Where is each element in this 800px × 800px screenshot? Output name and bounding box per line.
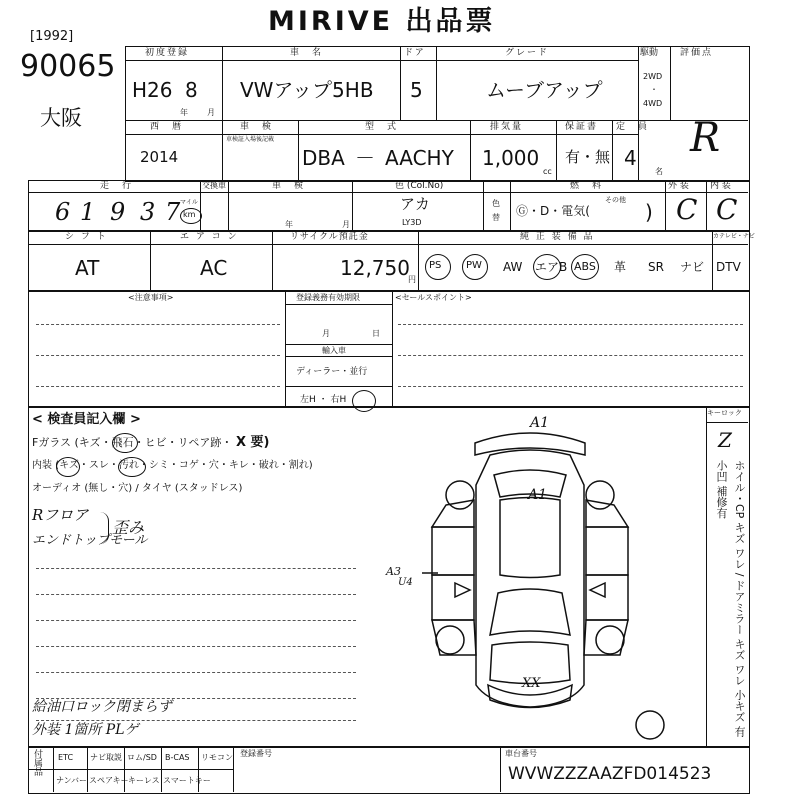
mileage-digit: 6	[55, 198, 71, 226]
label-aircon: エ ア コ ン	[180, 232, 239, 242]
line	[28, 769, 233, 770]
accessory-cell: キーレス	[128, 776, 160, 785]
equipment-item: 革	[614, 260, 627, 274]
accessory-cell: ETC	[58, 753, 74, 762]
label-mileage: 走 行	[100, 181, 134, 191]
inspection-note: 車検証入場後記載	[226, 136, 275, 143]
line	[670, 46, 671, 120]
location: 大阪	[40, 106, 82, 130]
label-inspection: 車 検	[240, 122, 274, 132]
label-vin: 車台番号	[505, 749, 537, 758]
equipment-item: エアB	[535, 260, 568, 274]
capacity-unit: 名	[655, 167, 663, 176]
label-warranty: 保証書	[565, 122, 599, 132]
dotted-line	[36, 568, 356, 569]
aircon-value: AC	[200, 256, 228, 280]
label-color: 色 (Col.No)	[395, 181, 444, 191]
equipment-item: SR	[648, 260, 664, 274]
label-reg-cert: 登録番号	[240, 749, 272, 758]
equipment-item: ナビ	[680, 260, 705, 274]
line	[470, 120, 471, 180]
line	[706, 422, 748, 423]
label-western-year: 西 暦	[150, 122, 184, 132]
label-capacity: 定 員	[616, 122, 650, 132]
key-lock-mark: Z	[718, 428, 732, 452]
line	[272, 230, 273, 290]
doors: 5	[410, 78, 423, 102]
inspect-year: 年	[285, 220, 293, 229]
dotted-line	[36, 698, 356, 699]
damage-mark-front: XX	[522, 676, 541, 691]
left-rear-door	[432, 527, 474, 575]
right-front-door	[586, 575, 628, 620]
line	[233, 746, 234, 792]
label-fuel: 燃 料	[570, 181, 604, 191]
mileage-digit: 3	[140, 198, 156, 226]
right-mirror	[590, 583, 605, 597]
color-code: LY3D	[402, 218, 422, 227]
equipment-item: DTV	[716, 260, 741, 274]
roof	[500, 498, 560, 578]
interior-grade: C	[716, 193, 738, 226]
front-left-wheel	[436, 626, 464, 654]
capacity-value: 4	[624, 146, 637, 170]
handwritten-note: 外装 1箇所 PLゲ	[32, 722, 139, 738]
audio-line: オーディオ (無し・穴) / タイヤ (スタッドレス)	[32, 483, 243, 494]
car-diagram	[370, 415, 670, 740]
line	[222, 46, 223, 180]
accessory-side-label: 付属品	[32, 749, 42, 776]
shift-value: AT	[75, 256, 100, 280]
dotted-line	[36, 646, 356, 647]
right-rear-quarter	[586, 500, 628, 527]
right-front-fender	[584, 620, 628, 655]
line	[87, 746, 88, 792]
label-displacement: 排気量	[490, 122, 524, 132]
interior-selected-circle	[56, 457, 80, 477]
dotted-line	[398, 355, 743, 356]
model-name: VWアップ5HB	[240, 78, 374, 102]
dotted-line	[36, 324, 280, 325]
line	[150, 230, 151, 290]
line	[285, 344, 392, 345]
steering: 左H ・ 右H	[300, 395, 347, 405]
damage-mark-side: A3	[386, 565, 401, 578]
equipment-item: PS	[429, 260, 442, 271]
line	[392, 290, 393, 406]
dotted-line	[36, 620, 356, 621]
fuel-close: )	[645, 200, 653, 224]
warranty-value: 有・無	[565, 148, 611, 166]
line	[638, 46, 639, 180]
label-reg-expiry: 登録義務有効期限	[296, 293, 360, 302]
handwritten-note: 給油口ロック閉まらず	[32, 699, 172, 715]
drive-4wd: 4WD	[643, 99, 663, 108]
line	[436, 46, 437, 120]
type-code: AACHY	[385, 146, 454, 170]
accessory-cell: B-CAS	[165, 753, 190, 762]
label-equipment: 純 正 装 備 品	[520, 232, 595, 242]
label-import: 輸入車	[322, 346, 346, 355]
left-front-fender	[432, 620, 476, 655]
line	[161, 746, 162, 792]
year-tag: [1992]	[30, 29, 74, 44]
dotted-line	[36, 720, 356, 721]
exterior-grade: C	[676, 193, 698, 226]
fuel-other: その他	[605, 196, 626, 204]
label-type: 型 式	[365, 122, 399, 132]
drive-dot: ・	[650, 85, 658, 94]
dotted-line	[36, 386, 280, 387]
left-front-door	[432, 575, 474, 620]
right-rear-door	[586, 527, 628, 575]
label-key-lock: キーロック	[707, 409, 742, 417]
mileage-digit: 1	[80, 198, 96, 226]
label-interior: 内 装	[710, 181, 731, 191]
dotted-line	[36, 594, 356, 595]
accessory-cell: ナンバー	[56, 776, 88, 785]
line	[285, 304, 392, 305]
drive-2wd: 2WD	[643, 72, 663, 81]
accessory-cell: ロム/SD	[127, 753, 157, 762]
first-reg-month: 8	[185, 78, 198, 102]
vertical-notes: ホイル・CP キズ ワレ / ドアミラー キズ ワレ 小キズ 有 小凹 補修有	[715, 460, 746, 737]
line	[706, 406, 707, 746]
label-caution: <注意事項>	[128, 293, 174, 302]
label-exterior: 外 装	[668, 181, 689, 191]
line	[228, 180, 229, 230]
damage-mark-hood: A1	[528, 487, 548, 503]
line	[285, 356, 392, 357]
line	[200, 180, 201, 230]
equipment-item: PW	[466, 260, 482, 271]
label-model: 車 名	[290, 48, 324, 58]
label-shift: シ フ ト	[65, 232, 108, 242]
line	[556, 120, 557, 180]
line	[28, 192, 748, 193]
cc-value: 1,000	[482, 146, 540, 170]
grade: ムーブアップ	[486, 78, 603, 102]
left-mirror	[455, 583, 470, 597]
rear-spoiler	[475, 433, 585, 455]
line	[298, 120, 299, 180]
label-inspect: 車 検	[272, 181, 306, 191]
damage-mark-roof: A1	[530, 415, 550, 431]
line	[665, 180, 666, 230]
recycle-fee: 12,750	[340, 256, 410, 280]
line	[125, 120, 748, 121]
mileage-digit: 9	[110, 198, 126, 226]
windshield	[490, 589, 570, 635]
form-title: MIRIVE 出品票	[268, 6, 496, 37]
line	[125, 60, 638, 61]
mileage-digit: 7	[165, 198, 181, 226]
line	[483, 180, 484, 230]
mileage-unit: km	[183, 210, 196, 219]
label-score: 評価点	[680, 48, 714, 58]
reg-month: 月	[322, 329, 330, 338]
unit-month: 月	[207, 108, 215, 117]
accessory-cell: リモコン	[201, 753, 233, 762]
damage-mark-side: U4	[398, 577, 413, 588]
cc-unit: cc	[543, 167, 552, 176]
glass-mark: X 要)	[236, 435, 270, 450]
line	[125, 134, 638, 135]
vin-value: WVWZZZAAZFD014523	[508, 764, 712, 784]
accessory-cell: スマートキー	[163, 776, 211, 785]
handwritten-note: Rフロア	[32, 506, 89, 524]
label-sales-point: <セールスポイント>	[395, 293, 472, 302]
recycle-unit: 円	[408, 275, 416, 284]
label-drive: 駆動	[640, 48, 659, 58]
accessory-cell: スペアキー	[89, 776, 129, 785]
line	[198, 746, 199, 792]
year-western: 2014	[140, 148, 179, 166]
dotted-line	[36, 355, 280, 356]
dotted-line	[398, 324, 743, 325]
line	[352, 180, 353, 230]
lot-number: 90065	[20, 49, 116, 84]
score-value: R	[690, 115, 721, 161]
glass-selected-circle	[112, 433, 138, 453]
note-bracket	[100, 512, 109, 544]
line	[418, 230, 419, 290]
first-reg-era-year: H26	[132, 78, 173, 102]
label-recycle: リサイクル預託金	[290, 232, 369, 242]
line	[285, 290, 286, 406]
import-dealer: ディーラー・並行	[296, 367, 368, 377]
mileage-digits	[55, 198, 185, 226]
label-door: ドア	[404, 48, 426, 58]
label-first-registration: 初度登録	[145, 48, 190, 58]
line	[510, 180, 511, 230]
interior-line: 内装 (キズ・スレ・汚れ・シミ・コゲ・穴・キレ・破れ・割れ)	[32, 460, 313, 471]
color-change-label: 替	[492, 213, 500, 222]
reg-day: 日	[372, 329, 380, 338]
line	[285, 386, 392, 387]
handwritten-note: 歪み	[112, 518, 145, 537]
mileage-unit-alt: マイル	[180, 199, 198, 206]
line	[500, 746, 501, 792]
front-right-wheel	[596, 626, 624, 654]
left-rear-quarter	[432, 500, 474, 527]
unit-year: 年	[180, 108, 188, 117]
line	[706, 180, 707, 230]
line	[400, 46, 401, 120]
label-car-tv: カテレビ・ナビ	[713, 233, 755, 240]
accessory-cell: ナビ取説	[90, 753, 122, 762]
interior-selected-circle	[118, 457, 146, 477]
line	[28, 244, 748, 245]
notes-border	[28, 290, 750, 408]
label-grade: グレード	[505, 48, 550, 58]
line	[612, 120, 613, 180]
glass-line: Fガラス (キズ・飛石・ヒビ・リペア跡・	[32, 436, 233, 449]
inspect-month: 月	[342, 220, 350, 229]
dotted-line	[398, 386, 743, 387]
line	[124, 746, 125, 792]
equipment-item: ABS	[574, 260, 596, 273]
inspector-title: < 検査員記入欄 >	[32, 412, 141, 427]
label-meter-change: 交換車	[202, 181, 226, 190]
spare-wheel	[636, 711, 664, 739]
dotted-line	[36, 672, 356, 673]
color-change-label: 色	[492, 199, 500, 208]
handwritten-note: エンドトップモール	[32, 533, 148, 548]
equipment-item: AW	[503, 260, 523, 274]
color-value: アカ	[400, 195, 430, 213]
fuel-value: Ⓖ・D・電気(	[516, 204, 590, 218]
type-dash: －	[355, 146, 375, 170]
type-prefix: DBA	[302, 146, 345, 170]
line	[53, 746, 54, 792]
